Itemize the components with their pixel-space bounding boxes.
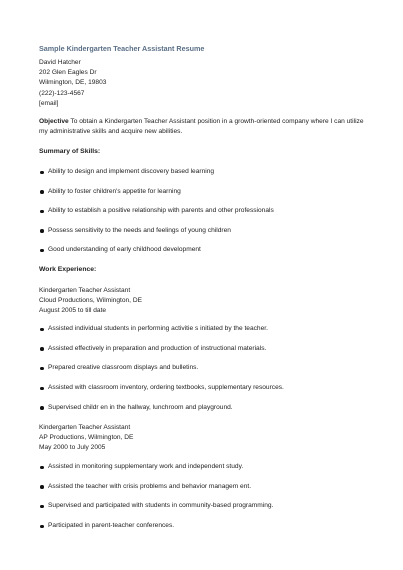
contact-address: 202 Glen Eagles Dr [39,69,97,77]
bullet-icon [40,249,44,253]
skill-text: Good understanding of early childhood development [48,246,201,253]
duty-text: Supervised and participated with students in community-based programming. [48,502,274,510]
bullet-icon [40,210,44,214]
duty-text: Assisted individual students in performing activitie s initiated by the teacher. [48,325,268,332]
experience-heading: Work Experience: [39,266,97,273]
skill-text: Ability to establish a positive relationship with parents and other professionals [48,207,274,214]
duty-text: Prepared creative classroom displays and bulletins. [48,364,199,372]
job-company: Cloud Productions, Wilmington, DE [39,297,142,304]
bullet-icon [40,190,44,194]
bullet-icon [40,505,44,509]
duty-text: Assisted with classroom inventory, ordering textbooks, supplementary resources. [48,384,284,392]
skills-heading: Summary of Skills: [39,148,101,155]
contact-name: David Hatcher [39,59,81,66]
contact-email: [email] [39,99,59,107]
bullet-icon [40,328,44,332]
duty-text: Assisted effectively in preparation and production of instructional materials. [48,344,267,352]
bullet-icon [40,525,44,529]
job-dates: May 2000 to July 2005 [39,444,106,451]
job-dates: August 2005 to till date [39,307,107,314]
bullet-icon [40,485,44,489]
contact-block [39,58,106,109]
objective-paragraph [39,117,369,137]
contact-city: Wilmington, DE, 19803 [39,79,107,87]
skill-text: Ability to foster children's appetite for learning [48,187,181,195]
skill-text: Possess sensitivity to the needs and feelings of young children [48,226,231,234]
bullet-icon [40,367,44,371]
duty-text: Participated in parent-teacher conferences. [48,522,175,530]
duty-text: Supervised childr en in the hallway, lunchroom and playground. [48,403,233,411]
bullet-icon [40,466,44,470]
duty-text: Assisted the teacher with crisis problems and behavior managem ent. [48,482,252,490]
objective-text: To obtain a Kindergarten Teacher Assistant position in a growth-oriented company where I can utilize my administrative skills and acquire new abilities. [39,118,364,135]
job-title: Kindergarten Teacher Assistant [39,287,131,294]
bullet-icon [40,387,44,391]
objective-label: Objective [39,118,69,125]
job-header [39,423,133,453]
bullet-icon [40,347,44,351]
job-header [39,286,142,316]
job-company: AP Productions, Wilmington, DE [39,434,134,441]
document-title: Sample Kindergarten Teacher Assistant Resume [39,44,205,53]
bullet-icon [40,406,44,410]
duty-text: Assisted in monitoring supplementary work and independent study. [48,463,244,470]
bullet-icon [40,171,44,175]
contact-phone: (222)-123-4567 [39,89,85,97]
skill-text: Ability to design and implement discovery based learning [48,168,215,175]
job-title: Kindergarten Teacher Assistant [39,424,131,431]
bullet-icon [40,229,44,233]
